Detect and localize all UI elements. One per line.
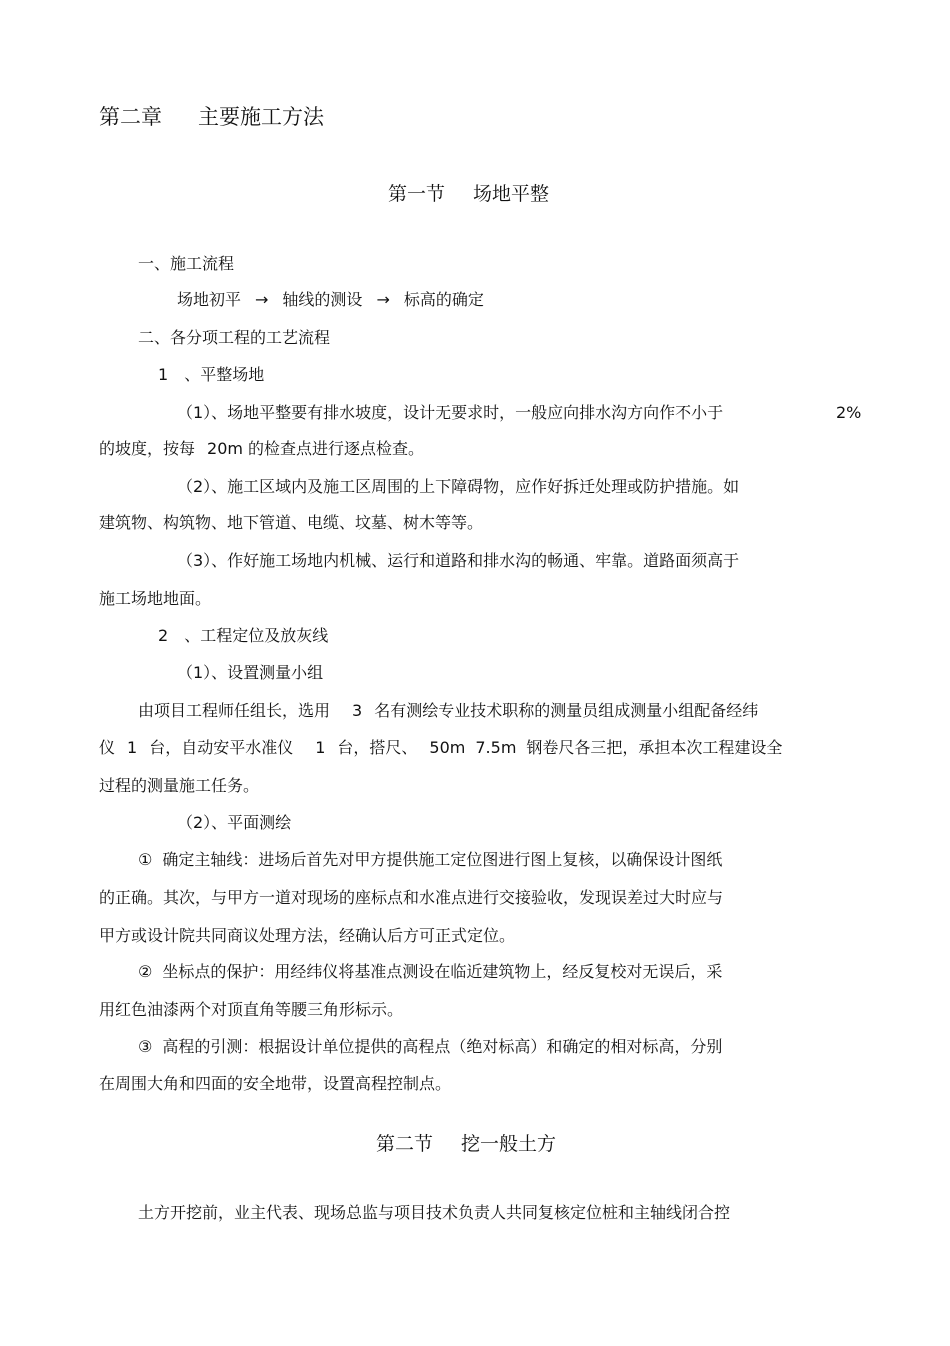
section2-paragraph: 土方开挖前，业主代表、现场总监与项目技术负责人共同复核定位桩和主轴线闭合控 bbox=[138, 1203, 731, 1222]
item1-line2 bbox=[99, 439, 424, 459]
item2-line2: 建筑物、构筑物、地下管道、电缆、坟墓、树木等等。 bbox=[99, 513, 484, 532]
item3-line2: 施工场地地面。 bbox=[99, 589, 212, 608]
point2-line2: 用红色油漆两个对顶直角等腰三角形标示。 bbox=[99, 1000, 404, 1019]
subheading-number: 1 bbox=[158, 365, 169, 384]
point3-line1 bbox=[138, 1037, 722, 1057]
para1-line2-b: 1 bbox=[127, 738, 138, 757]
section1-heading bbox=[388, 182, 549, 206]
para1-line1-c: 名有测绘专业技术职称的测量员组成测量小组配备经纬 bbox=[374, 701, 759, 720]
section2-title: 挖一般土方 bbox=[461, 1133, 557, 1155]
chapter-title: 主要施工方法 bbox=[198, 105, 324, 129]
point3-marker: ③ bbox=[138, 1037, 153, 1056]
para1-line2-g: 7.5m bbox=[475, 738, 517, 757]
point2-text: 坐标点的保护：用经纬仪将基准点测设在临近建筑物上，经反复校对无误后，采 bbox=[162, 962, 723, 981]
point3-line2: 在周围大角和四面的安全地带，设置高程控制点。 bbox=[99, 1074, 452, 1093]
flow-arrow-2: → bbox=[376, 290, 390, 309]
para1-line2-c: 台，自动安平水准仪 bbox=[149, 738, 294, 757]
flow-step-2: 轴线的测设 bbox=[282, 290, 363, 309]
section2-label: 第二节 bbox=[376, 1133, 434, 1155]
item2-line1: （2）、施工区域内及施工区周围的上下障碍物，应作好拆迁处理或防护措施。如 bbox=[177, 477, 740, 496]
point1-text: 确定主轴线：进场后首先对甲方提供施工定位图进行图上复核，以确保设计图纸 bbox=[162, 850, 723, 869]
chapter-label: 第二章 bbox=[99, 105, 162, 129]
para1-line1-a: 由项目工程师任组长，选用 bbox=[138, 701, 331, 720]
para1-line3: 过程的测量施工任务。 bbox=[99, 776, 260, 795]
point1-line1 bbox=[138, 850, 722, 870]
para1-line2-f: 50m bbox=[429, 738, 466, 757]
item3-line1: （3）、作好施工场地内机械、运行和道路和排水沟的畅通、牢靠。道路面须高于 bbox=[177, 551, 740, 570]
item1-line1: （1）、场地平整要有排水坡度，设计无要求时，一般应向排水沟方向作不小于 bbox=[177, 403, 724, 422]
para1-line2-h: 钢卷尺各三把，承担本次工程建设全 bbox=[526, 738, 783, 757]
point1-line2: 的正确。其次，与甲方一道对现场的座标点和水准点进行交接验收，发现误差过大时应与 bbox=[99, 888, 724, 907]
subheading-positioning bbox=[158, 626, 328, 646]
para1-line1-b: 3 bbox=[352, 701, 363, 720]
point1-line3: 甲方或设计院共同商议处理方法，经确认后方可正式定位。 bbox=[99, 926, 516, 945]
flow-step-3: 标高的确定 bbox=[403, 290, 484, 309]
para1-line2-e: 台，搭尺、 bbox=[337, 738, 418, 757]
item4-title: （1）、设置测量小组 bbox=[177, 663, 324, 682]
section1-label: 第一节 bbox=[388, 183, 446, 205]
section1-title: 场地平整 bbox=[473, 183, 550, 205]
heading-process-flows: 二、各分项工程的工艺流程 bbox=[138, 328, 331, 347]
para1-line2-a: 仪 bbox=[99, 738, 116, 757]
subheading-title: 、工程定位及放灰线 bbox=[184, 626, 329, 645]
item1-line2-end: 20m 的检查点进行逐点检查。 bbox=[207, 439, 425, 458]
subheading-title: 、平整场地 bbox=[184, 365, 265, 384]
para1-line2-d: 1 bbox=[315, 738, 326, 757]
point2-marker: ② bbox=[138, 962, 153, 981]
chapter-heading bbox=[99, 104, 324, 130]
section2-heading bbox=[376, 1132, 556, 1156]
point1-marker: ① bbox=[138, 850, 153, 869]
heading-construction-process: 一、施工流程 bbox=[138, 254, 235, 273]
point2-line1 bbox=[138, 962, 722, 982]
subheading-site-leveling bbox=[158, 365, 264, 385]
para1-line1 bbox=[138, 701, 758, 721]
point3-text: 高程的引测：根据设计单位提供的高程点（绝对标高）和确定的相对标高，分别 bbox=[162, 1037, 723, 1056]
item1-line2-start: 的坡度，按每 bbox=[99, 439, 196, 458]
flow-step-1: 场地初平 bbox=[177, 290, 242, 309]
para1-line2 bbox=[99, 738, 782, 758]
item5-title: （2）、平面测绘 bbox=[177, 813, 292, 832]
subheading-number: 2 bbox=[158, 626, 169, 645]
item1-percentage: 2% bbox=[836, 403, 862, 422]
process-flow bbox=[177, 290, 484, 310]
flow-arrow-1: → bbox=[255, 290, 269, 309]
